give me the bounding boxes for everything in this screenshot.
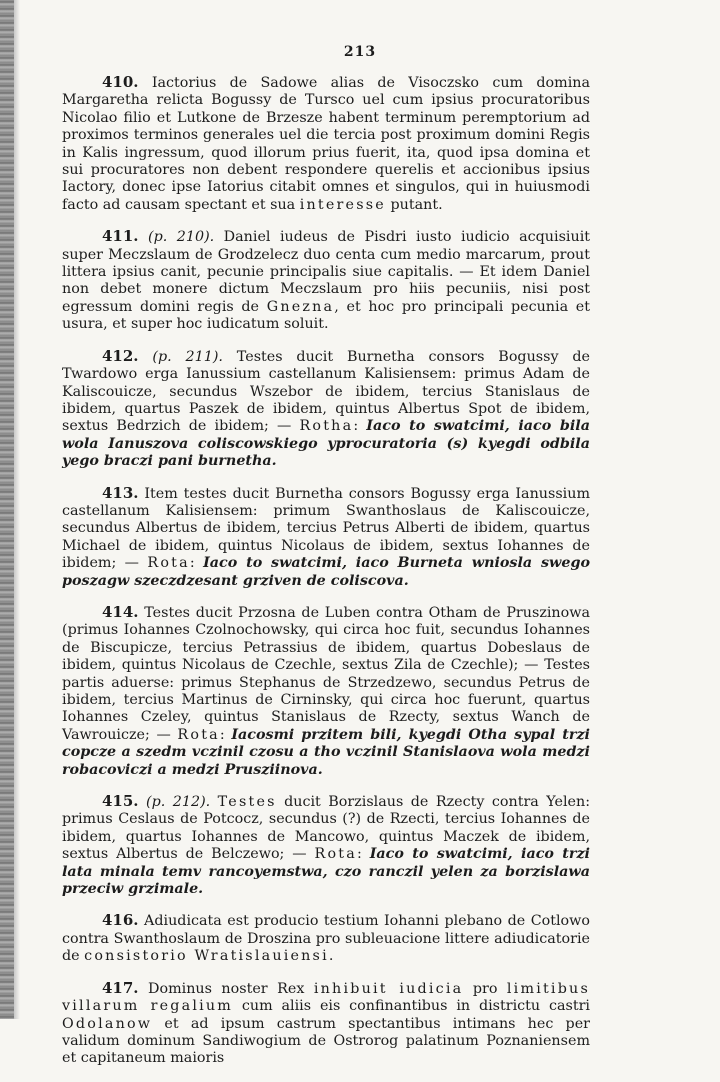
entry-text: Daniel iudeus de Pisdri iusto iudicio acquisiuit super Meczslaum de Grodzelecz duo centa cum medio marcarum, prout littera ipsius canit, pecunie principalis siue capitalis. — Et idem Daniel non debet monere dictum Meczslaum pro hiis pecuniis, nisi post egressum domini regis de bbox=[62, 229, 591, 315]
entry-text: Testes ducit Przosna de Luben contra Otham de Pruszinowa (primus Iohannes Czolnochowsky, qui circa hoc fuit, secundus Iohannes de Biscupicze, tercius Petrassius de ibidem, quartus Dobeslaus de ibidem, quintus Nicolaus de Czechle, sextus Zila de Czechle); — Testes partis aduerse: primus Stephanus de Strzedzewo, secundus Petrus de ibidem, tercius Martinus de Cirninsky, qui circa hoc fuerunt, quartus Iohannes Czeley, quintus Stanislaus de Rzecty, sextus Wanch de Vawrouicze; — bbox=[62, 604, 590, 743]
entry-number: 413. bbox=[102, 483, 139, 502]
polish-quotation: Iacosmi przitem bili, kyegdi Otha sypal trzi copcze a szedm vczinil czosu a tho vczinil Stanislaova wola medzi robacoviczi a medzi Prusziinova. bbox=[62, 726, 590, 778]
entry-paragraph bbox=[62, 348, 590, 471]
spaced-text: limitibus villarum regalium bbox=[62, 980, 590, 1015]
entry-text: et ad ipsum castrum spectantibus intimans hec per validum dominum Sandiwogium de Ostrorog palatinum Poznaniensem et capitaneum maioris bbox=[62, 1015, 590, 1067]
polish-quotation: Iaco to swatcimi, iaco bila wola Ianuszova coliscowskiego yprocuratoria (s) kyegdi odbila yego braczi pani burnetha. bbox=[62, 418, 590, 470]
entry-paragraph bbox=[62, 980, 590, 1068]
spaced-text: interesse bbox=[299, 196, 386, 213]
entry-text: Adiudicata est producio testium Iohanni plebano de Cotlowo contra Swanthoslaum de Droszina pro subleuacione littere adiudicatorie de bbox=[62, 913, 591, 965]
entry-text: : bbox=[219, 726, 232, 743]
spaced-text: Rotha bbox=[299, 418, 354, 435]
entry-paragraph bbox=[62, 74, 590, 214]
entry-text: Testes ducit Burnetha consors Bogussy de Twardowo erga Ianussium castellanum Kalisiensem: primus Adam de Kaliscouicze, secundus Wszebor de ibidem, tercius Stanislaus de ibidem, quartus Paszek de ibidem, quintus Albertus Spot de ibidem, sextus Bedrzich de ibidem; — bbox=[62, 348, 591, 435]
document-body bbox=[62, 74, 590, 1082]
scan-binding-edge bbox=[0, 0, 14, 1019]
page-reference: (p. 210). bbox=[148, 229, 215, 246]
entry-number: 417. bbox=[102, 978, 139, 997]
polish-quotation: Iaco to swatcimi, iaco trzi lata minala temv rancoyemstwa, czo ranczil yelen za borzislawa przeciw grzimale. bbox=[62, 846, 590, 898]
entry-number: 412. bbox=[102, 346, 139, 365]
page-number: 213 bbox=[343, 44, 377, 60]
entry-text: ducit Borzislaus de Rzecty contra Yelen: primus Ceslaus de Potcocz, secundus (?) de Rzecti, tercius Iohannes de ibidem, quartus Iohannes de Mancowo, quintus Maczek de ibidem, sextus Albertus de Belczewo; — bbox=[62, 794, 591, 863]
entry-text: , et hoc pro principali pecunia et usura, et super hoc iudicatum soluit. bbox=[62, 298, 590, 333]
spaced-text: Odolanow bbox=[62, 1015, 153, 1032]
scan-binding-shadow bbox=[14, 0, 20, 1019]
entry-text: : bbox=[189, 555, 204, 572]
entry-number: 415. bbox=[102, 792, 139, 811]
entry-text: pro bbox=[463, 980, 507, 997]
entry-text: : bbox=[356, 846, 370, 863]
entry-number: 410. bbox=[102, 73, 139, 91]
entry-text: putant. bbox=[385, 196, 443, 213]
spaced-text: Rota bbox=[147, 555, 190, 572]
entry-paragraph bbox=[62, 793, 590, 898]
entry-text: Dominus noster Rex bbox=[148, 980, 314, 997]
page-reference: (p. 212). bbox=[146, 794, 211, 811]
spaced-text: consistorio Wratislauiensi bbox=[84, 948, 329, 965]
entry-text: : bbox=[353, 418, 367, 435]
entry-paragraph bbox=[62, 912, 590, 965]
entry-text: . bbox=[328, 948, 334, 965]
spaced-text: Gnezna bbox=[266, 298, 335, 315]
spaced-text: Rota bbox=[177, 726, 220, 743]
entry-paragraph bbox=[62, 604, 590, 779]
spaced-text: Rota bbox=[314, 846, 357, 863]
entry-text: Iactorius de Sadowe alias de Visoczsko cum domina Margaretha relicta Bogussy de Tursco uel cum ipsius procuratoribus Nicolao filio et Lutkone de Brzesze habent terminum peremptorium ad proximos terminos generales uel die tercia post proximum domini Regis in Kalis ingressum, quod illorum prius fuerit, ita, quod ipsa domina et sui procuratores non debent respondere querelis et accionibus ipsius Iactory, donec ipse Iatorius citabit omnes et singulos, qui in huiusmodi facto ad causam spectant et sua bbox=[62, 75, 590, 213]
polish-quotation: Iaco to swatcimi, iaco Burneta wniosla swego poszagw szeczdzesant grziven de coliscova. bbox=[62, 555, 590, 589]
entry-text: cum aliis eis confinantibus in districtu castri bbox=[233, 998, 590, 1015]
entry-number: 414. bbox=[102, 602, 139, 621]
entry-text bbox=[210, 794, 217, 810]
entry-text: Item testes ducit Burnetha consors Bogussy erga Ianussium castellanum Kalisiensem: primum Swanthoslaus de Kaliscouicze, secundus Albertus de ibidem, tercius Petrus Alberti de ibidem, quartus Michael de ibidem, quintus Nicolaus de ibidem, sextus Iohannes de ibidem; — bbox=[62, 485, 590, 572]
entry-paragraph bbox=[62, 228, 590, 333]
spaced-text: inhibuit iudicia bbox=[313, 980, 464, 997]
spaced-text: Testes bbox=[217, 794, 277, 811]
entry-paragraph bbox=[62, 485, 590, 590]
page-reference: (p. 211). bbox=[152, 348, 223, 365]
entry-number: 416. bbox=[102, 911, 139, 930]
entry-number: 411. bbox=[102, 227, 139, 246]
